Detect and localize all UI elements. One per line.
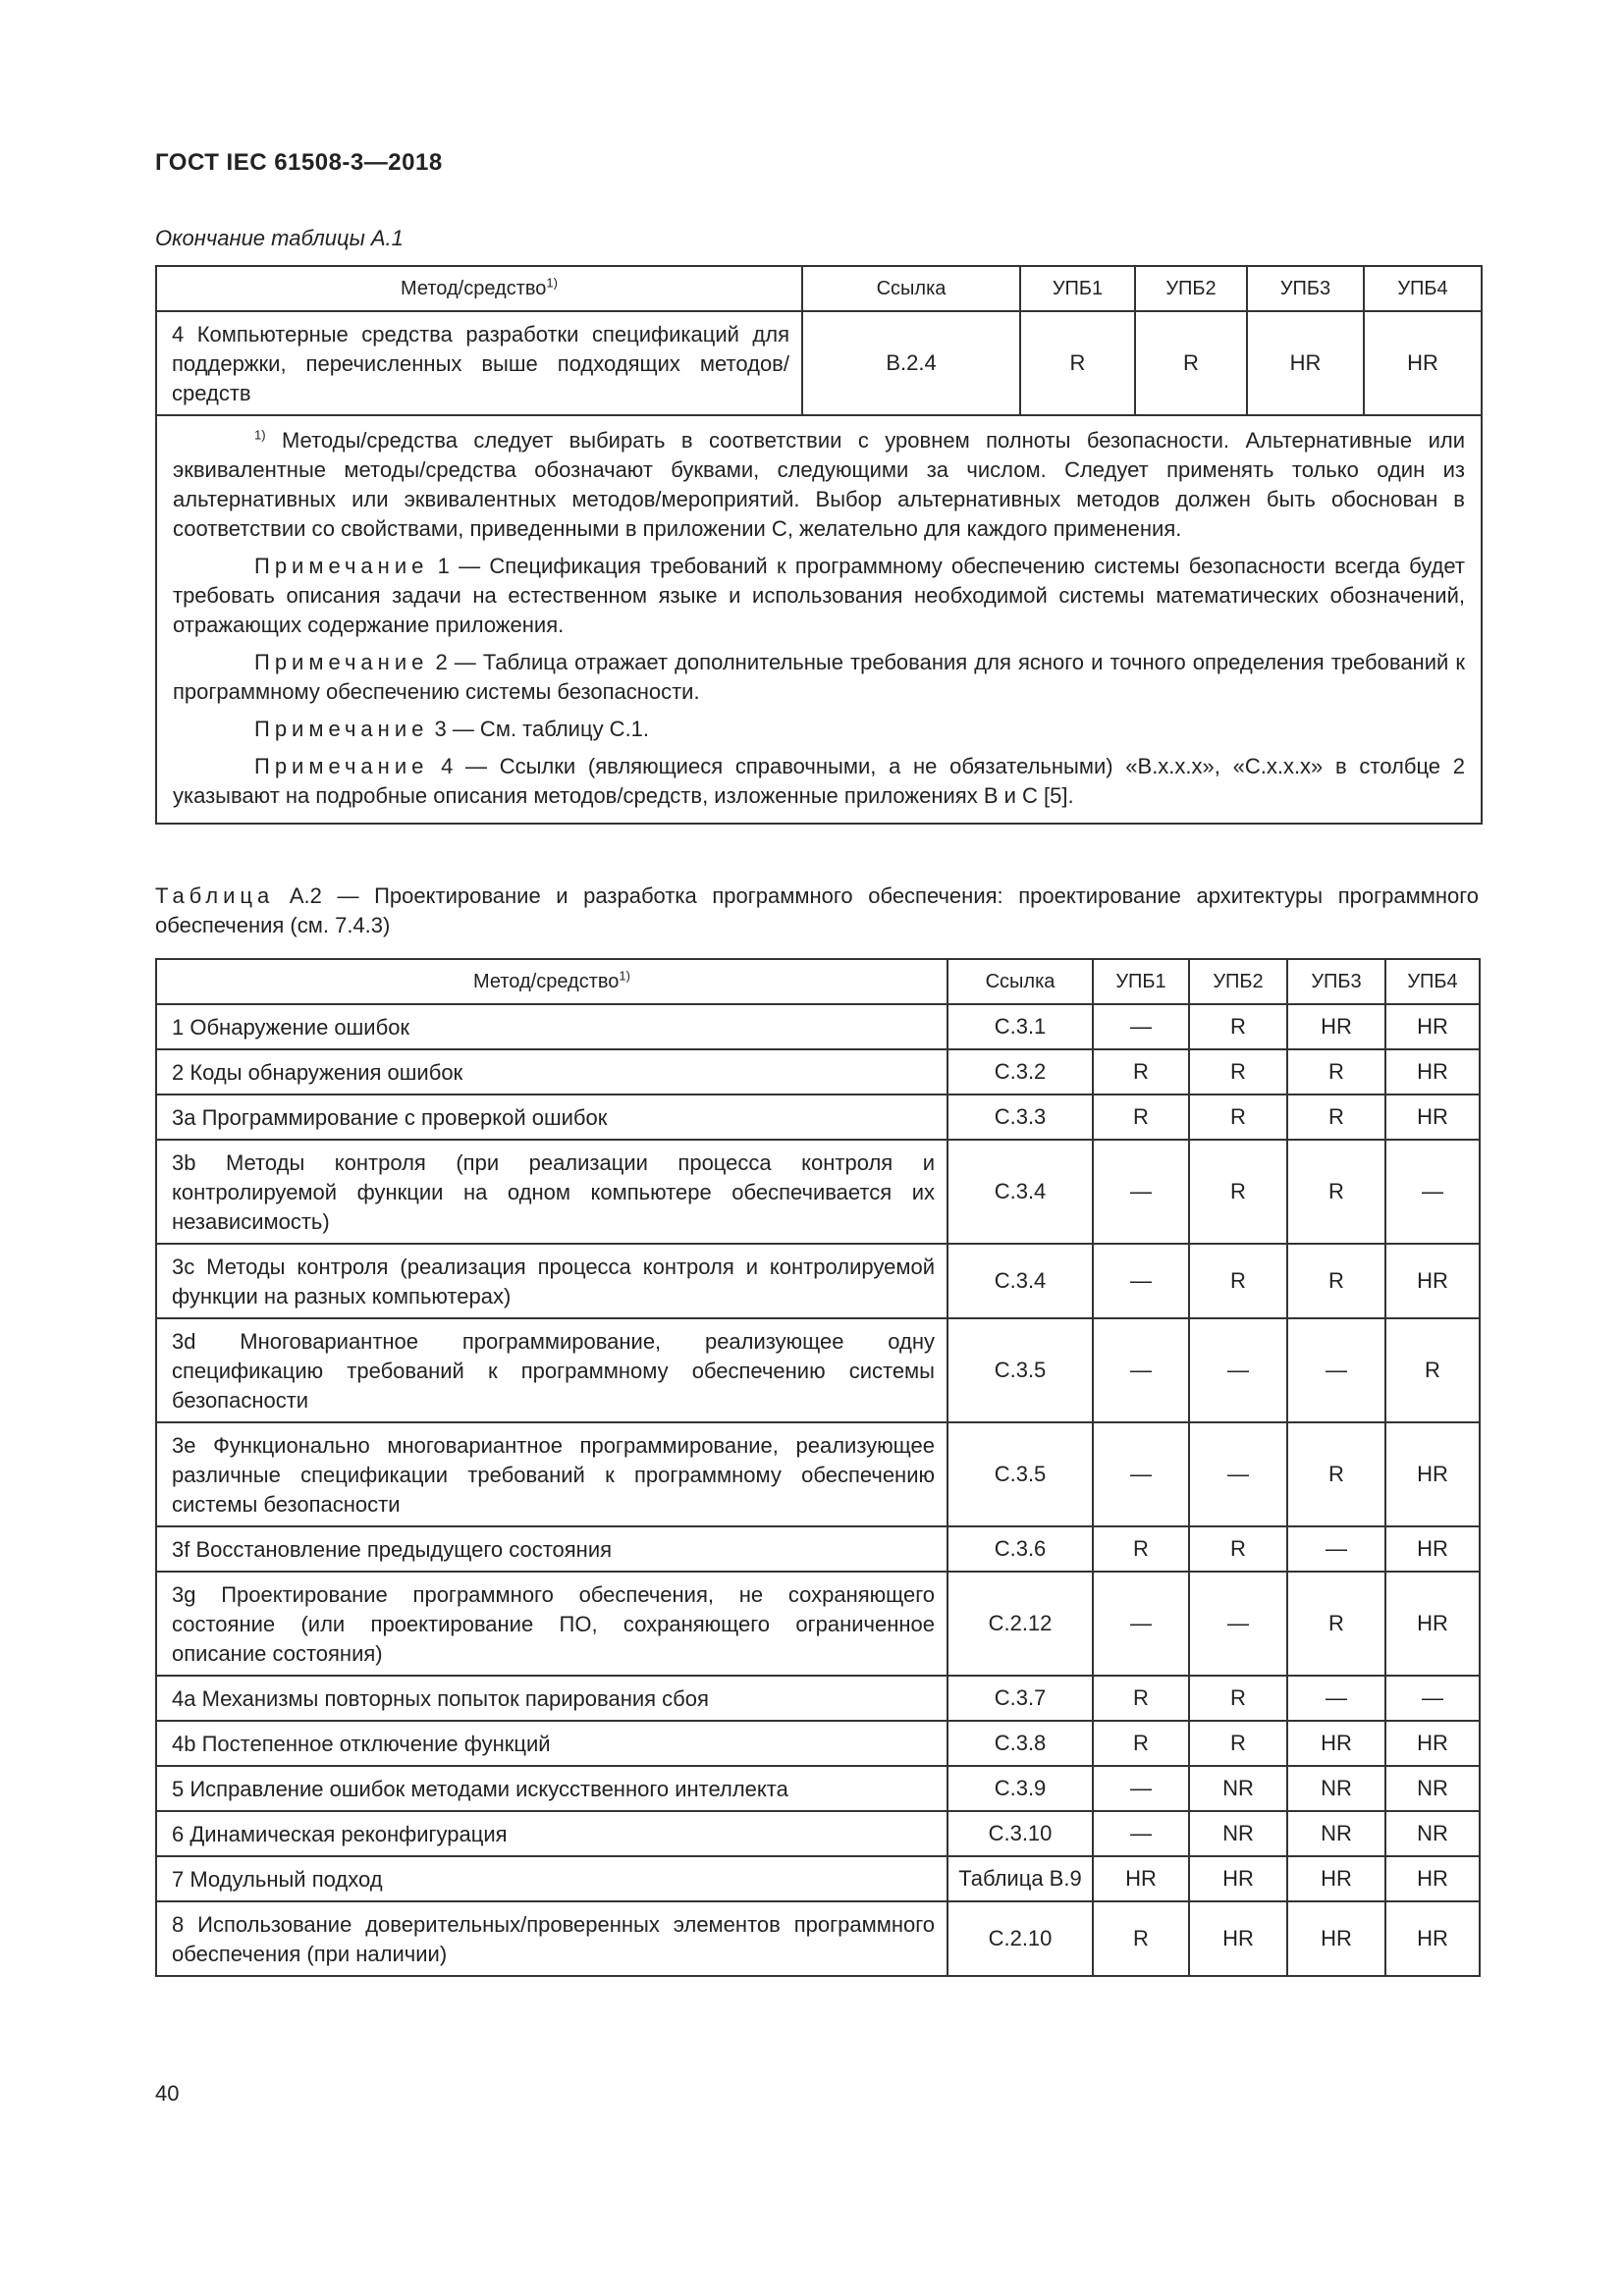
upb4-cell: —	[1385, 1676, 1480, 1721]
note-4: Примечание 4 — Ссылки (являющиеся справочными, а не обязательными) «B.x.x.x», «C.x.x.x» в столбце 2 указывают на подробные описания методов/средств, изложенные приложениях B и C [5].	[173, 754, 1465, 808]
upb2-cell: NR	[1189, 1766, 1287, 1811]
table-row	[156, 1676, 1480, 1721]
upb1-cell: —	[1093, 1422, 1189, 1526]
upb4-cell: NR	[1385, 1766, 1480, 1811]
method-cell: 1 Обнаружение ошибок	[156, 1004, 947, 1049]
method-cell: 3e Функционально многовариантное программирование, реализующее различные спецификации требований к программному обеспечению системы безопасности	[156, 1422, 947, 1526]
table-row	[156, 311, 1482, 415]
upb1-cell: —	[1093, 1140, 1189, 1244]
upb2-cell: —	[1189, 1422, 1287, 1526]
upb1-cell: R	[1093, 1049, 1189, 1095]
reference-cell: Таблица B.9	[947, 1856, 1093, 1901]
upb3-cell: —	[1287, 1318, 1385, 1422]
table2-caption: Таблица A.2 — Проектирование и разработка программного обеспечения: проектирование архитектуры программного обеспечения (см. 7.4.3)	[155, 883, 1479, 937]
column-header-upb1: УПБ1	[1020, 266, 1135, 311]
upb4-cell: HR	[1385, 1004, 1480, 1049]
upb3-cell: R	[1287, 1422, 1385, 1526]
upb4-cell: HR	[1385, 1244, 1480, 1318]
column-header-upb1: УПБ1	[1093, 959, 1189, 1004]
table-row	[156, 1721, 1480, 1766]
upb2-cell: R	[1189, 1526, 1287, 1572]
column-header-upb2: УПБ2	[1135, 266, 1247, 311]
upb1-cell: R	[1093, 1526, 1189, 1572]
column-header-ref: Ссылка	[802, 266, 1020, 311]
method-cell: 3a Программирование с проверкой ошибок	[156, 1095, 947, 1140]
upb3-cell: R	[1287, 1244, 1385, 1318]
upb1-cell: —	[1093, 1811, 1189, 1856]
upb1-cell: HR	[1093, 1856, 1189, 1901]
upb3-cell: R	[1287, 1572, 1385, 1676]
column-header-upb4: УПБ4	[1364, 266, 1482, 311]
upb4-cell: HR	[1385, 1721, 1480, 1766]
upb2-cell: NR	[1189, 1811, 1287, 1856]
method-cell: 4 Компьютерные средства разработки спецификаций для поддержки, перечисленных выше подходящих методов/средств	[156, 311, 802, 415]
method-cell: 7 Модульный подход	[156, 1856, 947, 1901]
upb4-cell: HR	[1385, 1901, 1480, 1976]
column-header-upb3: УПБ3	[1247, 266, 1364, 311]
upb4-cell: NR	[1385, 1811, 1480, 1856]
table1-caption: Окончание таблицы A.1	[155, 226, 404, 250]
note-3: Примечание 3 — См. таблицу C.1.	[254, 717, 650, 741]
table-header-row	[156, 266, 1482, 311]
reference-cell: C.3.10	[947, 1811, 1093, 1856]
upb2-cell: R	[1189, 1721, 1287, 1766]
method-cell: 3c Методы контроля (реализация процесса контроля и контролируемой функции на разных компьютерах)	[156, 1244, 947, 1318]
reference-cell: C.2.12	[947, 1572, 1093, 1676]
upb3-cell: R	[1287, 1095, 1385, 1140]
table-a2	[155, 958, 1481, 1977]
upb4-cell: HR	[1385, 1095, 1480, 1140]
upb3-cell: R	[1287, 1140, 1385, 1244]
method-cell: 4b Постепенное отключение функций	[156, 1721, 947, 1766]
page-header: ГОСТ IEC 61508-3—2018	[155, 149, 443, 176]
reference-cell: C.3.9	[947, 1766, 1093, 1811]
upb3-cell: R	[1287, 1049, 1385, 1095]
column-header-method: Метод/средство$^{1)}$	[156, 266, 802, 311]
upb2-cell: R	[1189, 1049, 1287, 1095]
table-row	[156, 1856, 1480, 1901]
upb4-cell: HR	[1364, 311, 1482, 415]
upb1-cell: —	[1093, 1766, 1189, 1811]
upb2-cell: R	[1189, 1244, 1287, 1318]
method-cell: 3b Методы контроля (при реализации процесса контроля и контролируемой функции на одном компьютере обеспечивается их независимость)	[156, 1140, 947, 1244]
upb3-cell: —	[1287, 1526, 1385, 1572]
reference-cell: C.3.4	[947, 1140, 1093, 1244]
table-row	[156, 1244, 1480, 1318]
table-row	[156, 1901, 1480, 1976]
column-header-upb2: УПБ2	[1189, 959, 1287, 1004]
upb4-cell: HR	[1385, 1049, 1480, 1095]
upb4-cell: HR	[1385, 1422, 1480, 1526]
reference-cell: C.3.5	[947, 1318, 1093, 1422]
upb3-cell: NR	[1287, 1811, 1385, 1856]
reference-cell: C.3.1	[947, 1004, 1093, 1049]
upb4-cell: HR	[1385, 1572, 1480, 1676]
reference-cell: C.3.8	[947, 1721, 1093, 1766]
table-row	[156, 1140, 1480, 1244]
footnote-1: $^{1)}$ Методы/средства следует выбирать в соответствии с уровнем полноты безопасности. Альтернативные или эквивалентные методы/средства обозначают буквами, следующими за числом. Следует применять только один из альтернативных или эквивалентных методов/мероприятий. Выбор альтернативных методов должен быть обоснован в соответствии со свойствами, приведенными в приложении C, желательно для каждого применения.	[173, 427, 1465, 541]
reference-cell: C.3.5	[947, 1422, 1093, 1526]
reference-cell: C.3.6	[947, 1526, 1093, 1572]
method-cell: 4a Механизмы повторных попыток парирования сбоя	[156, 1676, 947, 1721]
upb3-cell: HR	[1287, 1004, 1385, 1049]
upb2-cell: —	[1189, 1318, 1287, 1422]
upb1-cell: —	[1093, 1572, 1189, 1676]
reference-cell: C.3.4	[947, 1244, 1093, 1318]
upb4-cell: HR	[1385, 1856, 1480, 1901]
table-row	[156, 1766, 1480, 1811]
page-number: 40	[155, 2081, 180, 2106]
table-a1-continuation	[155, 265, 1483, 825]
note-1: Примечание 1 — Спецификация требований к программному обеспечению системы безопасности всегда будет требовать описания задачи на естественном языке и использования необходимой системы математических обозначений, отражающих содержание приложения.	[173, 554, 1465, 637]
upb2-cell: HR	[1189, 1901, 1287, 1976]
upb2-cell: —	[1189, 1572, 1287, 1676]
table1-notes-row	[156, 415, 1482, 824]
column-header-ref: Ссылка	[947, 959, 1093, 1004]
upb2-cell: R	[1189, 1004, 1287, 1049]
reference-cell: C.2.10	[947, 1901, 1093, 1976]
method-cell: 6 Динамическая реконфигурация	[156, 1811, 947, 1856]
upb2-cell: R	[1189, 1676, 1287, 1721]
column-header-method: Метод/средство$^{1)}$	[156, 959, 947, 1004]
table-row	[156, 1526, 1480, 1572]
upb1-cell: —	[1093, 1244, 1189, 1318]
method-cell: 5 Исправление ошибок методами искусственного интеллекта	[156, 1766, 947, 1811]
upb1-cell: R	[1093, 1676, 1189, 1721]
reference-cell: B.2.4	[802, 311, 1020, 415]
column-header-upb4: УПБ4	[1385, 959, 1480, 1004]
upb3-cell: HR	[1247, 311, 1364, 415]
table1-notes	[156, 415, 1482, 824]
upb1-cell: —	[1093, 1004, 1189, 1049]
table-row	[156, 1095, 1480, 1140]
reference-cell: C.3.7	[947, 1676, 1093, 1721]
reference-cell: C.3.3	[947, 1095, 1093, 1140]
table-header-row	[156, 959, 1480, 1004]
table-row	[156, 1572, 1480, 1676]
upb2-cell: R	[1189, 1095, 1287, 1140]
table-row	[156, 1049, 1480, 1095]
upb1-cell: R	[1093, 1901, 1189, 1976]
upb3-cell: HR	[1287, 1721, 1385, 1766]
table-row	[156, 1004, 1480, 1049]
upb1-cell: —	[1093, 1318, 1189, 1422]
column-header-upb3: УПБ3	[1287, 959, 1385, 1004]
method-cell: 2 Коды обнаружения ошибок	[156, 1049, 947, 1095]
method-cell: 3g Проектирование программного обеспечения, не сохраняющего состояние (или проектирование ПО, сохраняющего ограниченное описание состояния)	[156, 1572, 947, 1676]
note-2: Примечание 2 — Таблица отражает дополнительные требования для ясного и точного определения требований к программному обеспечению системы безопасности.	[173, 650, 1465, 704]
upb3-cell: HR	[1287, 1901, 1385, 1976]
method-cell: 8 Использование доверительных/проверенных элементов программного обеспечения (при наличии)	[156, 1901, 947, 1976]
upb1-cell: R	[1020, 311, 1135, 415]
upb4-cell: HR	[1385, 1526, 1480, 1572]
upb1-cell: R	[1093, 1721, 1189, 1766]
method-cell: 3d Многовариантное программирование, реализующее одну спецификацию требований к программному обеспечению системы безопасности	[156, 1318, 947, 1422]
table-row	[156, 1318, 1480, 1422]
table-row	[156, 1811, 1480, 1856]
upb2-cell: R	[1135, 311, 1247, 415]
method-cell: 3f Восстановление предыдущего состояния	[156, 1526, 947, 1572]
upb2-cell: HR	[1189, 1856, 1287, 1901]
upb3-cell: HR	[1287, 1856, 1385, 1901]
table-row	[156, 1422, 1480, 1526]
reference-cell: C.3.2	[947, 1049, 1093, 1095]
upb4-cell: R	[1385, 1318, 1480, 1422]
upb3-cell: —	[1287, 1676, 1385, 1721]
upb3-cell: NR	[1287, 1766, 1385, 1811]
upb4-cell: —	[1385, 1140, 1480, 1244]
upb1-cell: R	[1093, 1095, 1189, 1140]
upb2-cell: R	[1189, 1140, 1287, 1244]
